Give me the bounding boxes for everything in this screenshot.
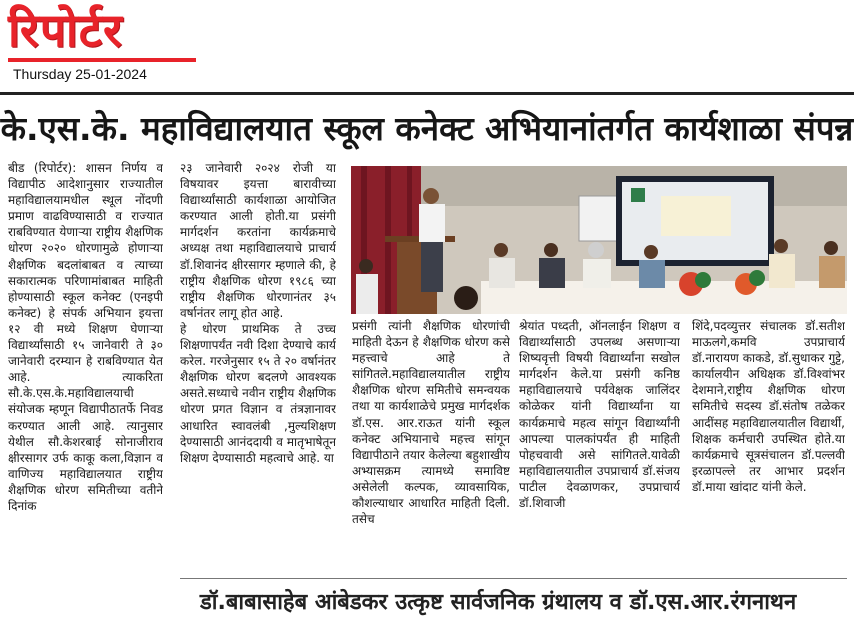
next-article-headline: डॉ.बाबासाहेब आंबेडकर उत्कृष्ट सार्वजनिक ग्रंथालय व डॉ.एस.आर.रंगनाथन <box>200 590 797 615</box>
article-headline: के.एस.के. महाविद्यालयात स्कूल कनेक्ट अभियानांतर्गत कार्यशाळा संपन्न <box>0 109 854 148</box>
article-column-2: २३ जानेवारी २०२४ रोजी या विषयावर इयत्ता बारावीच्या विद्यार्थ्यांसाठी कार्यशाळा आयोजित करण्यात आली होती.या प्रसंगी मार्गदर्शन करतांना कार्यक्रमाचे अध्यक्ष तथा महाविद्यालयाचे प्राचार्य डॉ.शिवानंद क्षीरसागर म्हणाले की, हे राष्ट्रीय शैक्षणिक धोरण १९८६ च्या राष्ट्रीय शैक्षणिक धोरणानंतर ३५ वर्षानंतर लागू होत आहे. हे धोरण प्राथमिक ते उच्च शिक्षणापर्यंत नवी दिशा देण्याचे कार्य करेल. गरजेनुसार १५ ते २० वर्षानंतर शैक्षणिक धोरण बदलणे आवश्यक असते.सध्याचे नवीन राष्ट्रीय शैक्षणिक धोरण प्रगत विज्ञान व तंत्रज्ञानावर आधारित स्वावलंबी ,मुल्यशिक्षण देण्यासाठी आनंददायी व मातृभाषेतून शिक्षण देण्यासाठी महत्वाचे आहे. या <box>180 161 336 465</box>
article-column-4: श्रेयांत पध्दती, ऑनलाईन शिक्षण व विद्यार्थ्यांसाठी उपलब्ध असणाऱ्या शिष्यवृत्ती विषयी विद्यार्थ्यांना सखोल मार्गदर्शन केले.या प्रसंगी कनिष्ठ महाविद्यालयाचे पर्यवेक्षक जालिंदर कोळेकर यांनी विद्यार्थ्यांना या कार्यक्रमाचे महत्व सांगून विद्यार्थ्यांनी आपल्या पालकांपर्यंत ही माहिती पोहचवावी असे सांगितले.यावेळी महाविद्यालयातील उपप्राचार्य डॉ.संजय पाटील देवळाणकर, उपप्राचार्य डॉ.शिवाजी <box>519 319 680 511</box>
section-divider <box>180 578 847 579</box>
newspaper-logo: रिपोर्टर <box>8 3 123 57</box>
logo-underline <box>8 58 196 62</box>
article-column-3: प्रसंगी त्यांनी शैक्षणिक धोरणांची माहिती देऊन हे शैक्षणिक धोरण कसे महत्त्वाचे आहे ते सांगितले.महाविद्यालयातील राष्ट्रीय शैक्षणिक धोरण समितीचे समन्वयक तथा या कार्यशाळेचे प्रमुख मार्गदर्शक डॉ.एस. आर.राऊत यांनी स्कूल कनेक्ट अभियानाचे महत्त्व सांगून विद्यापीठाने तयार केलेल्या बहुशाखीय अभ्यासक्रम त्यामध्ये समाविष्ट असेलेली कल्पक, व्यावसायिक, कौशल्याधार आधारित माहिती दिली. तसेच <box>352 319 510 527</box>
masthead <box>0 0 854 95</box>
masthead-rule <box>0 92 854 95</box>
article-column-1: बीड (रिपोर्टर): शासन निर्णय व विद्यापीठ आदेशानुसार राज्यातील महाविद्यालयामधील स्थूल नोंदणी प्रमाण वाढविण्यासाठी व राज्यात राबविण्यात येणाऱ्या राष्ट्रीय शैक्षणिक धोरण २०२० धोरणामुळे होणाऱ्या शैक्षणिक बदलांबाबत व त्याच्या सकारात्मक परिणामांबाबत माहिती होण्यासाठी स्कूल कनेक्ट (एनइपी कनेक्ट) हे संपर्क अभियान इयत्ता १२ वी मध्ये शिक्षण घेणाऱ्या विद्यार्थ्यांसाठी १५ जानेवारी ते ३० जानेवारी दरम्यान हे राबविण्यात येत आहे. त्याकरिता सौ.के.एस.के.महाविद्यालयाची संयोजक म्हणून विद्यापीठातर्फे निवड करण्यात आली आहे. त्यानुसार येथील सौ.केशरबाई सोनाजीराव क्षीरसागर उर्फ काकू कला,विज्ञान व वाणिज्य महाविद्यालयात राष्ट्रीय शैक्षणिक धोरण समितीच्या वतीने दिनांक <box>8 161 163 513</box>
event-photo <box>351 166 847 314</box>
article-column-5: शिंदे,पदव्युत्तर संचालक डॉ.सतीश माऊलगे,कमवि उपप्राचार्य डॉ.नारायण काकडे, डॉ.सुधाकर गुट्टे, कार्यालयीन अधिक्षक डॉ.विश्वांभर देशमाने,राष्ट्रीय शैक्षणिक धोरण समितीचे सदस्य डॉ.संतोष तळेकर आदींसह महाविद्यालयातील विद्यार्थी, शिक्षक कर्मचारी उपस्थित होते.या कार्यक्रमाचे सूत्रसंचालन डॉ.पल्लवी इरळापल्ले तर आभार प्रदर्शन डॉ.माया खांदाट यांनी केले. <box>692 319 845 494</box>
issue-date: Thursday 25-01-2024 <box>13 66 147 82</box>
